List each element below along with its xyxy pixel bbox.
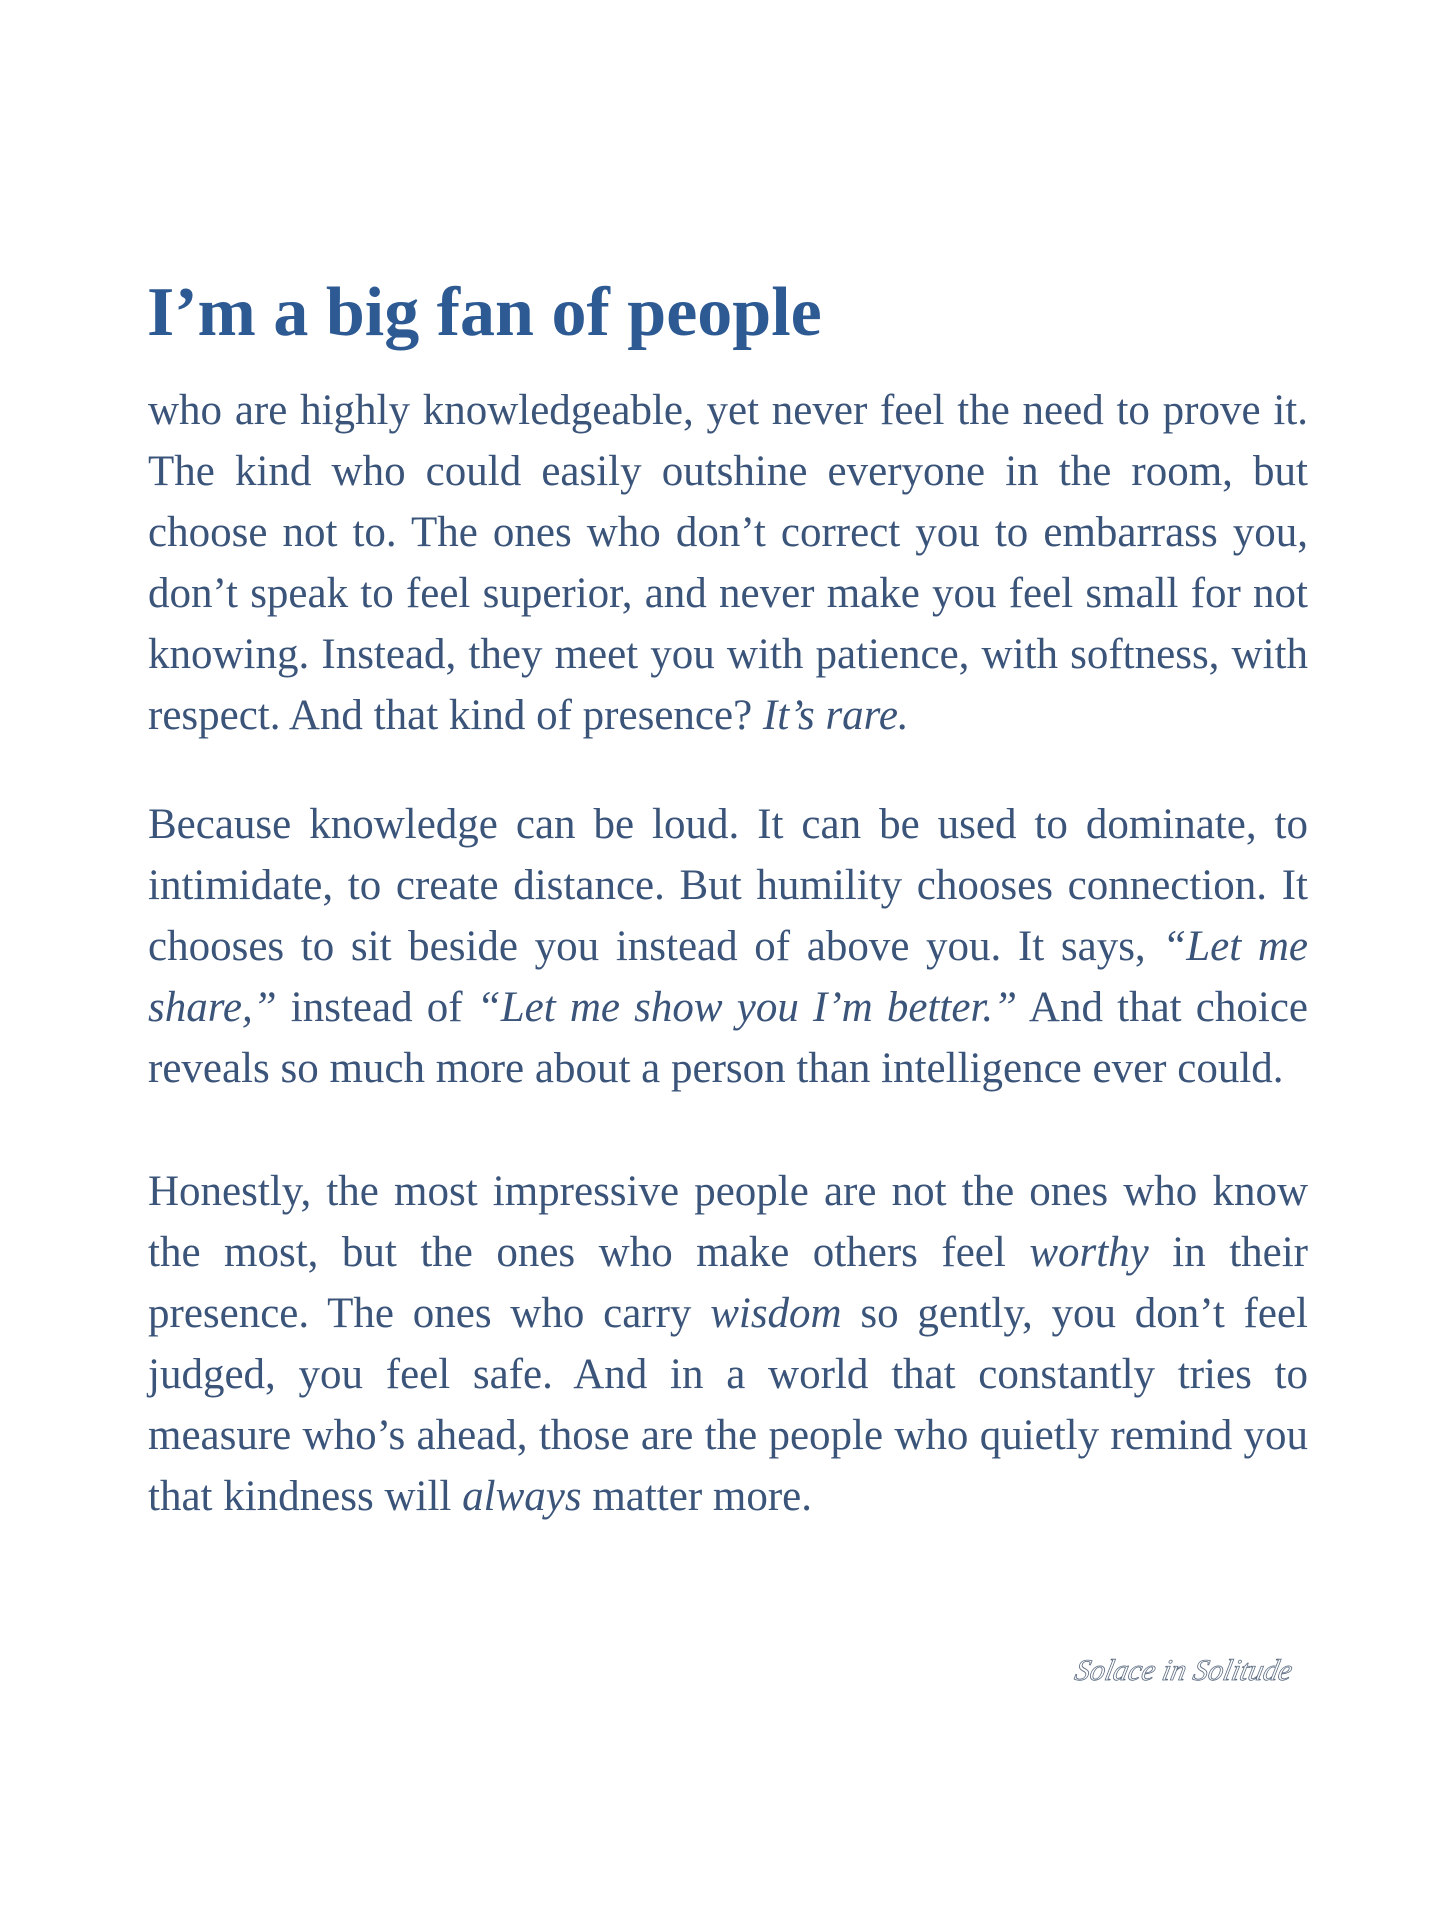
text-segment: so gently, you don’t feel judged, you feel safe. And in a world that constantly tries to measure who’s ahead, those are the people who quietly remind you that kindness will <box>148 1290 1308 1520</box>
body-text <box>148 380 1308 1575</box>
text-segment: who are highly knowledgeable, yet never feel the need to prove it. The kind who could easily outshine everyone in the room, but choose not to. The ones who don’t correct you to embarrass you, don’t speak to feel superior, and never make you feel small for not knowing. Instead, they meet you with patience, with softness, with respect. And that kind of presence? <box>148 387 1308 739</box>
text-segment: Because knowledge can be loud. It can be used to dominate, to intimidate, to create distance. But humility chooses connection. It chooses to sit beside you instead of above you. It says, <box>148 801 1308 970</box>
emphasis-segment: It’s rare. <box>762 692 909 739</box>
page-title: I’m a big fan of people <box>147 274 822 351</box>
emphasis-segment: “Let me share,” <box>148 923 1308 1031</box>
emphasis-segment: worthy <box>1029 1229 1149 1276</box>
paragraph-2 <box>148 794 1308 1099</box>
signature-text: Solace in Solitude <box>1072 1653 1296 1687</box>
emphasis-segment: always <box>462 1473 582 1520</box>
paragraph-1 <box>148 380 1308 746</box>
text-segment: in their presence. The ones who carry <box>148 1229 1308 1337</box>
text-segment: instead of <box>276 984 477 1031</box>
emphasis-segment: “Let me show you I’m better.” <box>476 984 1018 1031</box>
text-segment: And that choice reveals so much more about a person than intelligence ever could. <box>148 984 1308 1092</box>
emphasis-segment: wisdom <box>710 1290 842 1337</box>
signature-logo <box>1070 1640 1310 1700</box>
text-segment: matter more. <box>581 1473 813 1520</box>
text-segment: Honestly, the most impressive people are not the ones who know the most, but the ones who make others feel <box>148 1168 1308 1276</box>
paragraph-3 <box>148 1161 1308 1527</box>
